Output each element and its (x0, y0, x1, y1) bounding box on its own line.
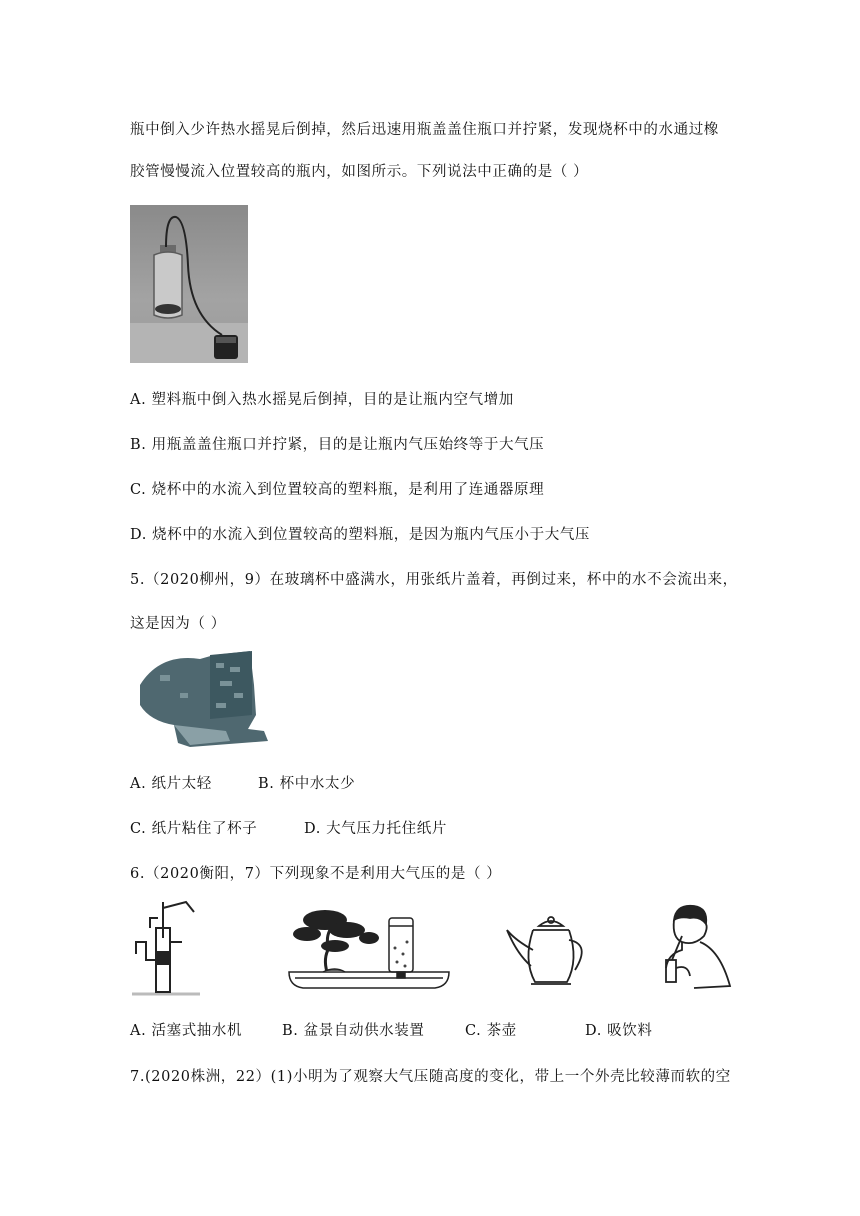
q5-option-b: B. 杯中水太少 (258, 776, 356, 792)
question-4-text-line-2: 胶管慢慢流入位置较高的瓶内，如图所示。下列说法中正确的是（ ） (130, 164, 589, 180)
q5-option-a: A. 纸片太轻 (130, 776, 212, 792)
question-5-text-line-1: 5.（2020柳州，9）在玻璃杯中盛满水，用张纸片盖着，再倒过来，杯中的水不会流出来， (130, 572, 738, 588)
q5-option-d: D. 大气压力托住纸片 (304, 821, 447, 837)
boy-drinking-drawing (660, 902, 735, 994)
question-4-text-line-1: 瓶中倒入少许热水摇晃后倒掉，然后迅速用瓶盖盖住瓶口并拧紧，发现烧杯中的水通过橡 (130, 122, 719, 138)
q4-option-a: A. 塑料瓶中倒入热水摇晃后倒掉，目的是让瓶内空气增加 (130, 392, 514, 408)
q4-option-b: B. 用瓶盖盖住瓶口并拧紧，目的是让瓶内气压始终等于大气压 (130, 437, 545, 453)
q6-option-b: B. 盆景自动供水装置 (282, 1023, 425, 1039)
piston-pump-drawing (130, 898, 210, 998)
bottle-experiment-photo (130, 205, 248, 363)
question-5-text-line-2: 这是因为（ ） (130, 616, 226, 632)
q6-option-c: C. 茶壶 (465, 1023, 517, 1039)
q4-option-d: D. 烧杯中的水流入到位置较高的塑料瓶，是因为瓶内气压小于大气压 (130, 527, 591, 543)
question-6-text-line-1: 6.（2020衡阳，7）下列现象不是利用大气压的是（ ） (130, 866, 502, 882)
q6-option-d: D. 吸饮料 (585, 1023, 653, 1039)
q6-option-a: A. 活塞式抽水机 (130, 1023, 243, 1039)
bonsai-watering-drawing (285, 898, 455, 998)
q5-option-c: C. 纸片粘住了杯子 (130, 821, 258, 837)
q4-option-c: C. 烧杯中的水流入到位置较高的塑料瓶，是利用了连通器原理 (130, 482, 545, 498)
teapot-drawing (505, 910, 595, 990)
question-7-text-line-1: 7.(2020株洲，22）(1)小明为了观察大气压随高度的变化，带上一个外壳比较薄而软的空 (130, 1069, 731, 1085)
inverted-glass-photo (130, 645, 272, 751)
